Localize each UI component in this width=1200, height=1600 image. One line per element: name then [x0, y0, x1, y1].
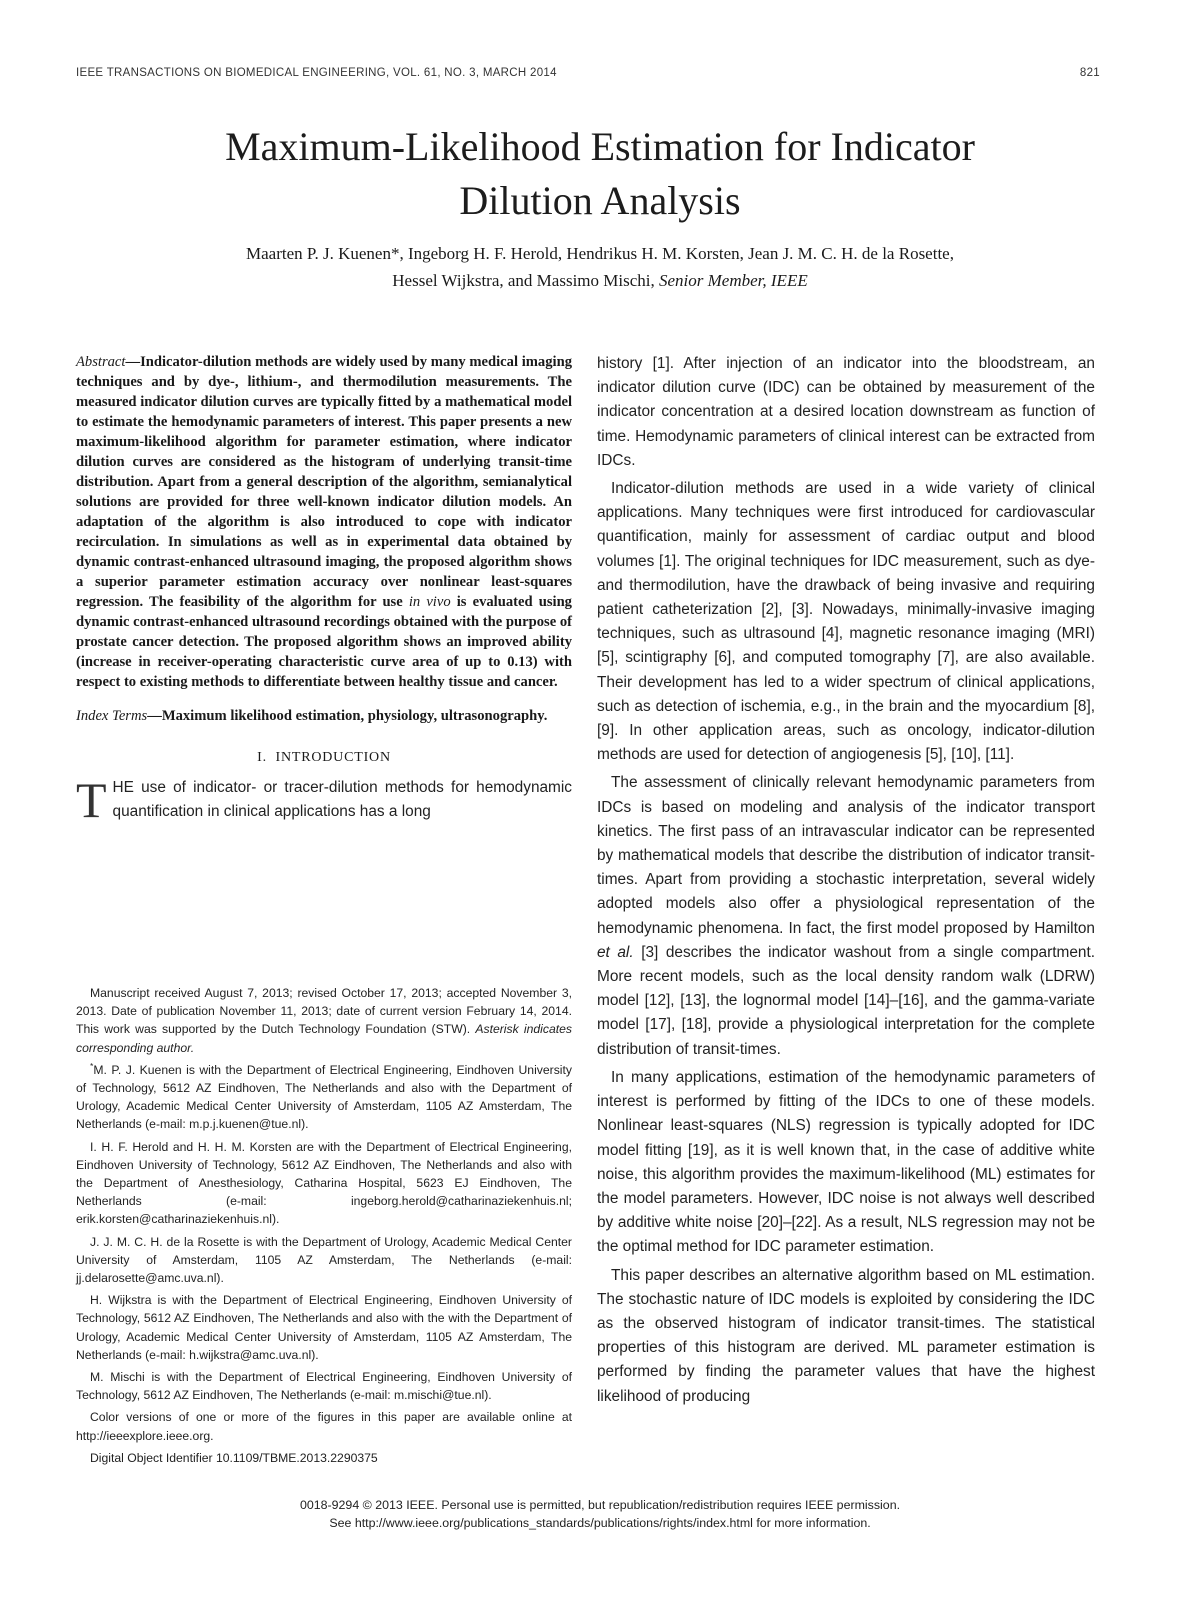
footnote-doi: Digital Object Identifier 10.1109/TBME.2013.2290375 [90, 1450, 378, 1465]
intro-first-text: HE use of indicator- or tracer-dilution methods for hemodynamic quantification in clinical applications has a long [112, 779, 572, 821]
journal-name: IEEE TRANSACTIONS ON BIOMEDICAL ENGINEERING, VOL. 61, NO. 3, MARCH 2014 [76, 67, 557, 79]
intro-first-paragraph [76, 772, 572, 828]
index-terms-label: Index Terms [76, 708, 148, 724]
section-heading [76, 750, 572, 766]
paragraph-3 [597, 771, 1095, 1061]
left-column [76, 352, 572, 828]
copyright-line-1: 0018-9294 © 2013 IEEE. Personal use is permitted, but republication/redistribution requires IEEE permission. [299, 1498, 901, 1512]
section-title: INTRODUCTION [275, 750, 391, 765]
paragraph-2: Indicator-dilution methods are used in a wide variety of clinical applications. Many techniques were first introduced for cardiovascular quantification, mainly for assessment of cardiac output and blood volumes [1]. The original techniques for IDC measurement, such as dye- and thermodilution, have the drawback of being invasive and requiring patient catheterization [2], [3]. Nowadays, minimally-invasive imaging techniques, such as ultrasound [4], magnetic resonance imaging (MRI) [5], scintigraphy [6], and computed tomography [7], are also available. Their development has led to a wider spectrum of clinical applications, such as detection of ischemia, e.g., in the brain and the myocardium [8], [9]. In other application areas, such as oncology, indicator-dilution methods are used for detection of angiogenesis [5], [10], [11]. [597, 480, 1095, 764]
abstract-label: Abstract [76, 354, 126, 370]
paragraph-3-text-a: The assessment of clinically relevant hemodynamic parameters from IDCs is based on modeling and analysis of the indicator transport kinetics. The first pass of an intravascular indicator can be represented by mathematical models that describe the distribution of indicator transit-times. Apart from providing a stochastic interpretation, several widely adopted models also offer a physiological representation of the hemodynamic phenomena. In fact, the first model proposed by Hamilton [597, 774, 1095, 937]
abstract-in-vivo: in vivo [408, 594, 451, 610]
paragraph-5: This paper describes an alternative algorithm based on ML estimation. The stochastic nature of IDC models is exploited by considering the IDC as the observed histogram of indicator transit-times. The statistical properties of this histogram are derived. ML parameter estimation is performed by finding the parameter values that have the highest likelihood of producing [597, 1266, 1095, 1405]
copyright-line-2: See http://www.ieee.org/publications_standards/publications/rights/index.html for more information. [329, 1516, 871, 1530]
footnote-herold: I. H. F. Herold and H. H. M. Korsten are with the Department of Electrical Engineering, Eindhoven University of Technology, 5612 AZ Eindhoven, The Netherlands and also with the Department of Anesthesiology, Catharina Hospital, 5623 EJ Eindhoven, The Netherlands (e-mail: ingeborg.herold@catharinaziekenhuis.nl; erik.korsten@catharinaziekenhuis.nl). [76, 1139, 572, 1227]
drop-cap: T [76, 772, 107, 828]
footnote-rosette: J. J. M. C. H. de la Rosette is with the Department of Urology, Academic Medical Center University of Amsterdam, 1105 AZ Amsterdam, The Netherlands (e-mail: jj.delarosette@amc.uva.nl). [76, 1234, 572, 1286]
paper-title [80, 120, 1120, 228]
footnote-wijkstra: H. Wijkstra is with the Department of Electrical Engineering, Eindhoven University of Technology, 5612 AZ Eindhoven, The Netherlands and also with the with the Department of Urology, Academic Medical Center University of Amsterdam, 1105 AZ Amsterdam, The Netherlands (e-mail: h.wijkstra@amc.uva.nl). [76, 1293, 572, 1362]
footnote-kuenen-mark: * [90, 1060, 94, 1071]
authors-line-1: Maarten P. J. Kuenen*, Ingeborg H. F. Herold, Hendrikus H. M. Korsten, Jean J. M. C. H. de la Rosette, [246, 244, 954, 263]
title-line-1: Maximum-Likelihood Estimation for Indicator [225, 124, 975, 169]
footnote-received [76, 984, 572, 1057]
footnote-mischi: M. Mischi is with the Department of Electrical Engineering, Eindhoven University of Technology, 5612 AZ Eindhoven, The Netherlands (e-mail: m.mischi@tue.nl). [76, 1370, 572, 1403]
section-number: I. [257, 750, 267, 765]
footnote-asterisk: Asterisk indicates corresponding author. [76, 1022, 573, 1055]
footnote-kuenen-text: M. P. J. Kuenen is with the Department of Electrical Engineering, Eindhoven University of Technology, 5612 AZ Eindhoven, The Netherlands and also with the Department of Urology, Academic Medical Center University of Amsterdam, 1105 AZ Amsterdam, The Netherlands (e-mail: m.p.j.kuenen@tue.nl). [76, 1062, 572, 1132]
footnote-color: Color versions of one or more of the figures in this paper are available online at http://ieeexplore.ieee.org. [76, 1410, 572, 1443]
right-column [597, 352, 1095, 1413]
paragraph-4: In many applications, estimation of the hemodynamic parameters of interest is performed by fitting of the IDCs to one of these models. Nonlinear least-squares (NLS) regression is typically adopted for IDC model fitting [19], as it is well known that, in the case of additive white noise, this algorithm provides the maximum-likelihood (ML) estimates for the model parameters. However, IDC noise is not always well described by additive white noise [20]–[22]. As a result, NLS regression may not be the optimal method for IDC parameter estimation. [597, 1068, 1095, 1256]
paragraph-3-text-b: [3] describes the indicator washout from a single compartment. More recent models, such as the local density random walk (LDRW) model [12], [13], the lognormal model [14]–[16], and the gamma-variate model [17], [18], provide a physiological interpretation for the complete distribution of transit-times. [597, 943, 1095, 1058]
paragraph-3-et-al: et al. [597, 943, 634, 961]
footnote-received-text: Manuscript received August 7, 2013; revised October 17, 2013; accepted November 3, 2013. Date of publication November 11, 2013; date of current version February 14, 2014. This work was supported by the Dutch Technology Foundation (STW). [76, 986, 572, 1037]
running-header [76, 67, 1100, 85]
page-number: 821 [1079, 67, 1100, 79]
paragraph-1: history [1]. After injection of an indicator into the bloodstream, an indicator dilution curve (IDC) can be obtained by measurement of the indicator concentration at a desired location downstream as function of time. Hemodynamic parameters of clinical interest can be extracted from IDCs. [597, 355, 1095, 469]
abstract: Abstract—Indicator-dilution methods are widely used by many medical imaging techniques and by dye-, lithium-, and thermodilution measurements. The measured indicator dilution curves are typically fitted by a mathematical model to estimate the hemodynamic parameters of interest. This paper presents a new maximum-likelihood algorithm for parameter estimation, where indicator dilution curves are considered as the histogram of underlying transit-time distribution. Apart from a general description of the algorithm, semianalytical solutions are provided for three well-known indicator dilution models. An adaptation of the algorithm is also introduced to cope with indicator recirculation. In simulations as well as in experimental data obtained by dynamic contrast-enhanced ultrasound imaging, the proposed algorithm shows a superior parameter estimation accuracy over nonlinear least-squares regression. The feasibility of the algorithm for use in vivo is evaluated using dynamic contrast-enhanced ultrasound recordings obtained with the purpose of prostate cancer detection. The proposed algorithm shows an improved ability (increase in receiver-operating characteristic curve area of up to 0.13) with respect to existing methods to differentiate between healthy tissue and cancer. [76, 354, 572, 690]
abstract-text-2: is evaluated using dynamic contrast-enhanced ultrasound recordings obtained with the purpose of prostate cancer detection. The proposed algorithm shows an improved ability (increase in receiver-operating characteristic curve area of up to 0.13) with respect to existing methods to differentiate between healthy tissue and cancer. [76, 594, 572, 690]
index-terms: Index Terms—Maximum likelihood estimation, physiology, ultrasonography. [76, 708, 548, 724]
footnote-kuenen [76, 1061, 572, 1134]
authors-line-2-names: Hessel Wijkstra, and Massimo Mischi, [392, 271, 655, 290]
footnotes [76, 984, 572, 1471]
authors-line-2 [80, 267, 1120, 294]
index-terms-text: Maximum likelihood estimation, physiology, ultrasonography. [161, 708, 548, 724]
title-line-2: Dilution Analysis [459, 178, 741, 223]
author-list [80, 240, 1120, 294]
abstract-text-1: Indicator-dilution methods are widely used by many medical imaging techniques and by dye-, lithium-, and thermodilution measurements. The measured indicator dilution curves are typically fitted by a mathematical model to estimate the hemodynamic parameters of interest. This paper presents a new maximum-likelihood algorithm for parameter estimation, where indicator dilution curves are considered as the histogram of underlying transit-time distribution. Apart from a general description of the algorithm, semianalytical solutions are provided for three well-known indicator dilution models. An adaptation of the algorithm is also introduced to cope with indicator recirculation. In simulations as well as in experimental data obtained by dynamic contrast-enhanced ultrasound imaging, the proposed algorithm shows a superior parameter estimation accuracy over nonlinear least-squares regression. The feasibility of the algorithm for use [76, 354, 572, 610]
copyright-footer [76, 1496, 1124, 1532]
author-membership: Senior Member, IEEE [659, 271, 808, 290]
